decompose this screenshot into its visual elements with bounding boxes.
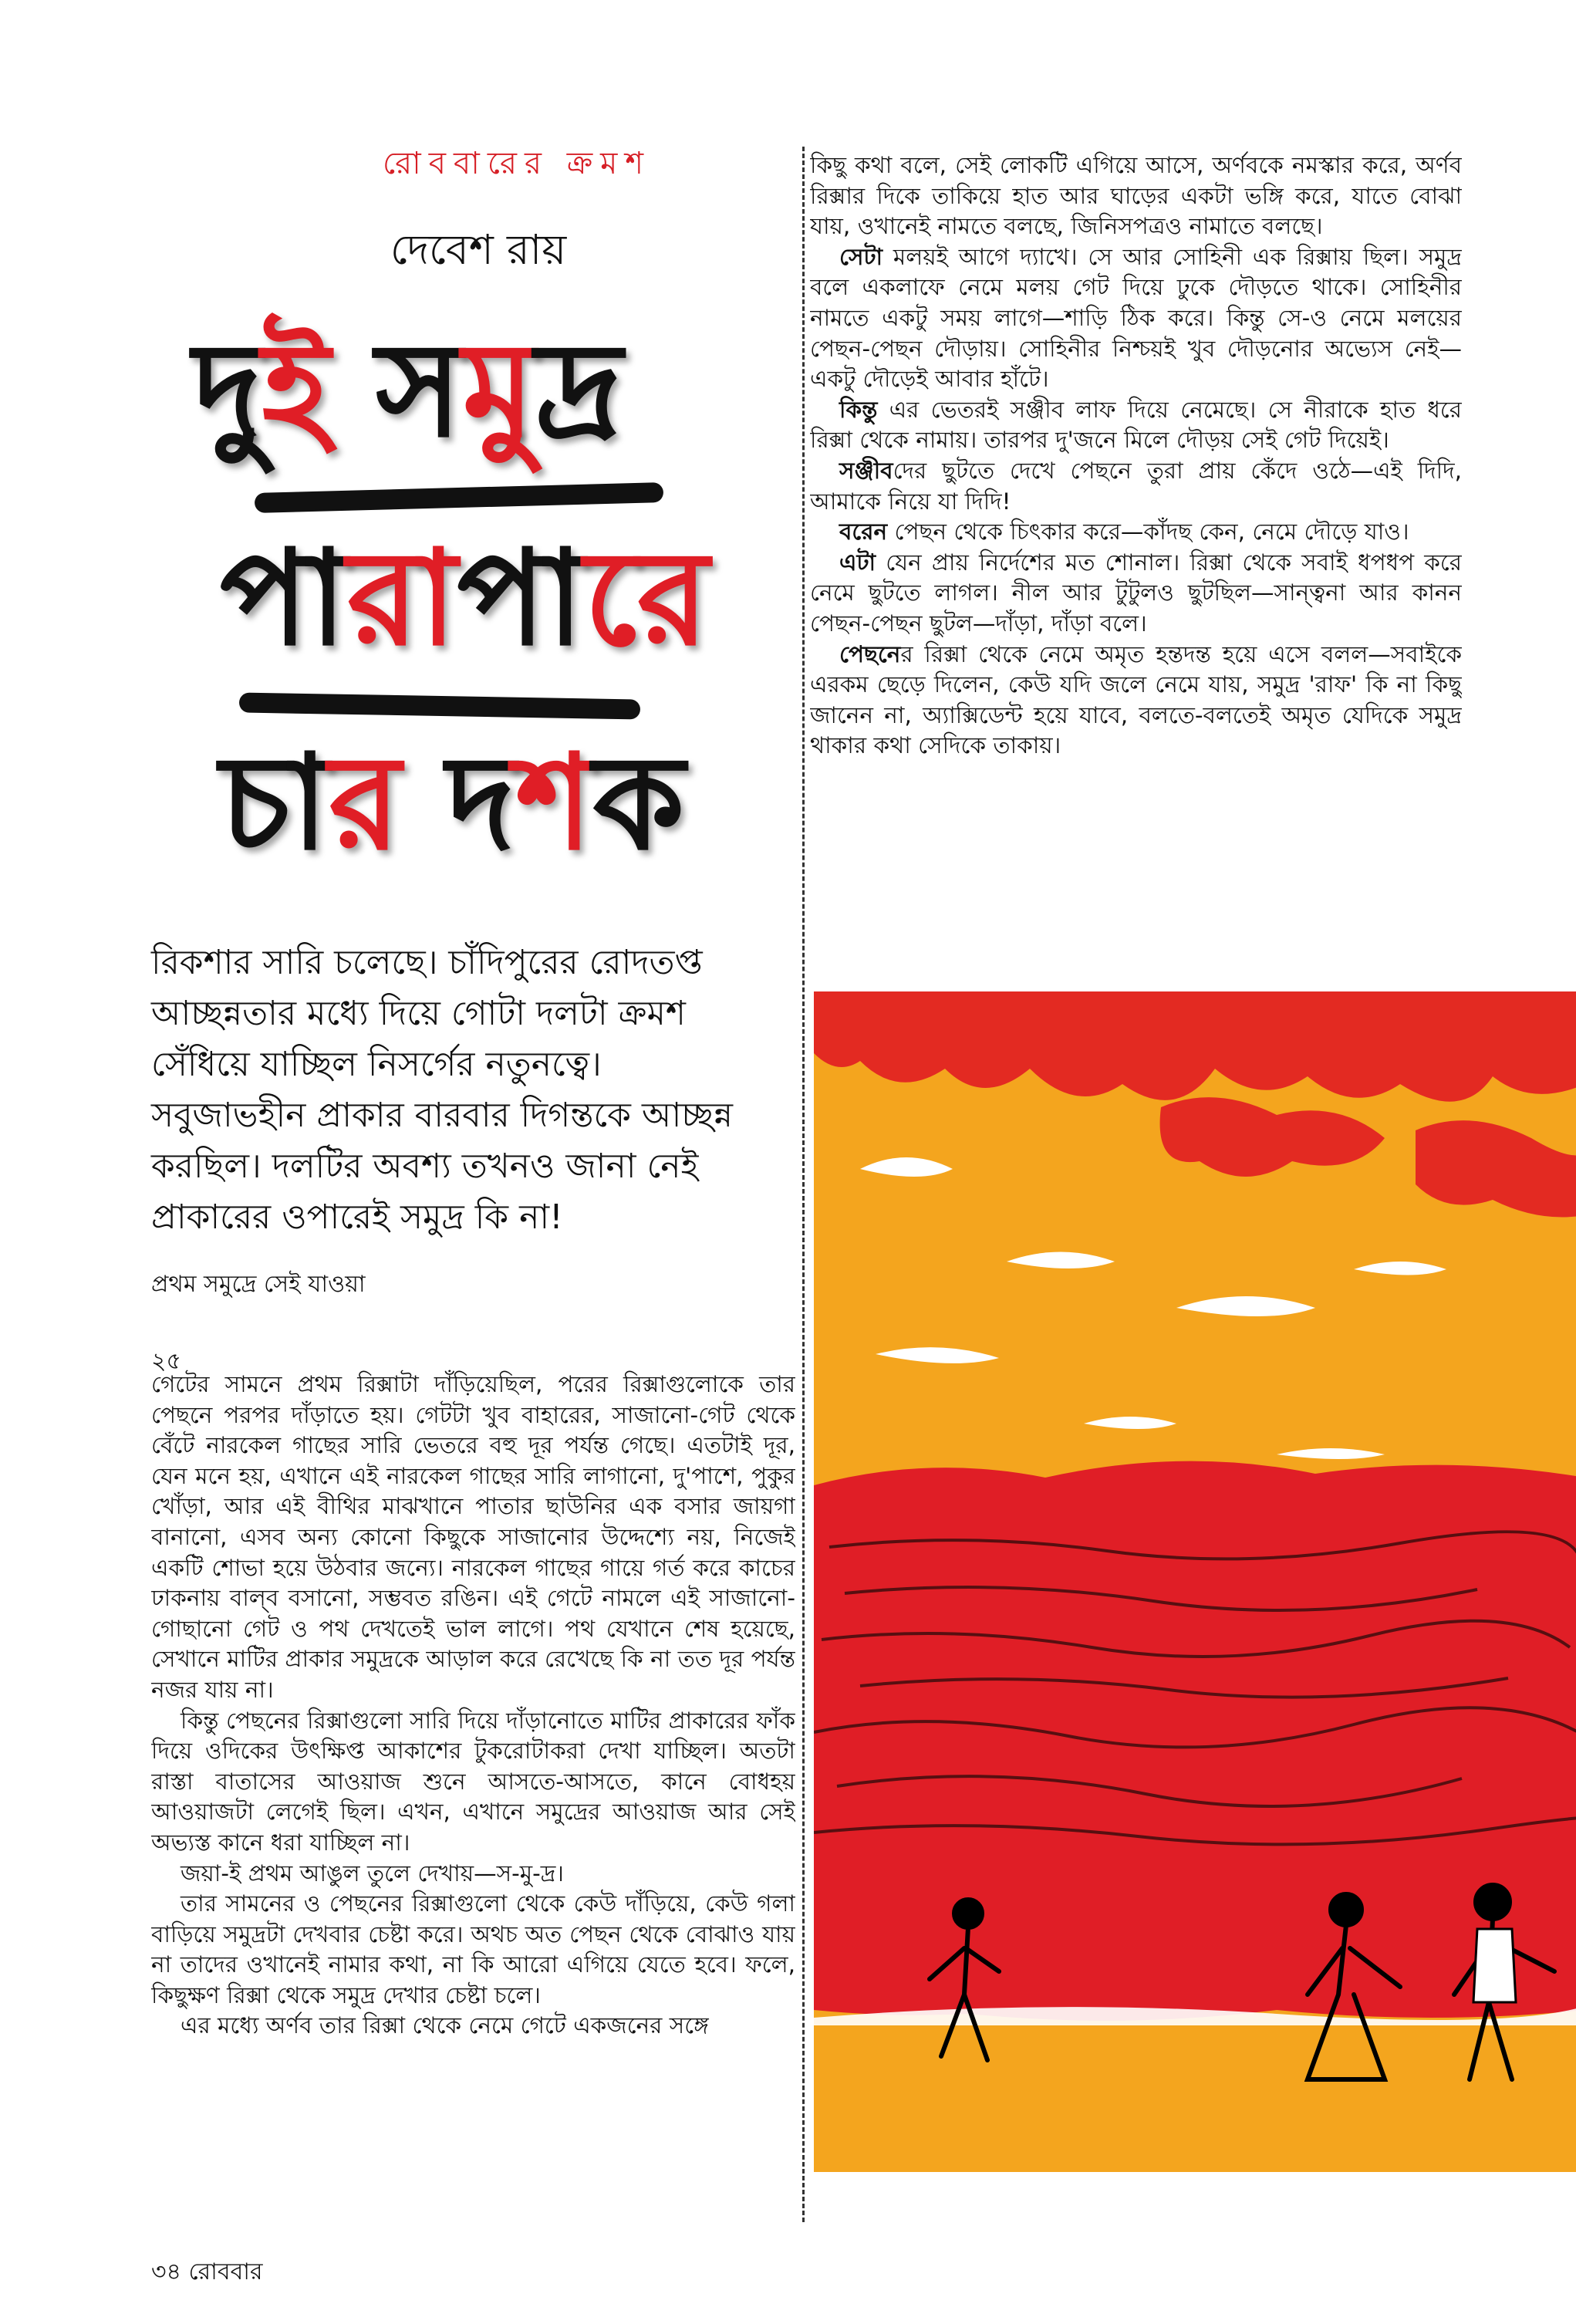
body-paragraph: কিন্তু পেছনের রিক্সাগুলো সারি দিয়ে দাঁড়ানোতে মাটির প্রাকারের ফাঁক দিয়ে ওদিকের উৎক্ষিপ্ত আকাশের টুকরোটাকরা দেখা যাচ্ছিল। অতটা রাস্তা বাতাসের আওয়াজ শুনে আসতে-আসতে, কানে বোধহয় আওয়াজটা লেগেই ছিল। এখন, এখানে সমুদ্রের আওয়াজ আর সেই অভ্যস্ত কানে ধরা যাচ্ছিল না।	[151, 1707, 795, 1856]
body-paragraph: পেছনের রিক্সা থেকে নেমে অমৃত হন্তদন্ত হয়ে এসে বলল—সবাইকে এরকম ছেড়ে দিলেন, কেউ যদি জলে নেমে যায়, সমুদ্র 'রাফ' কি না কিছু জানেন না, অ্যাক্সিডেন্ট হয়ে যাবে, বলতে-বলতেই অমৃত যেদিকে সমুদ্র থাকার কথা সেদিকে তাকায়।	[810, 640, 1462, 759]
body-paragraph: বরেন পেছন থেকে চিৎকার করে—কাঁদছ কেন, নেমে দৌড়ে যাও।	[839, 519, 1409, 546]
title-line-2: পারাপারে	[220, 521, 710, 675]
body-paragraph: এটা যেন প্রায় নির্দেশের মত শোনাল। রিক্সা থেকে সবাই ধপধপ করে নেমে ছুটতে লাগল। নীল আর টুটুলও ছুটছিল—সান্ত্বনা আর কানন পেছন-পেছন ছুটল—দাঁড়া, দাঁড়া বলে।	[810, 549, 1462, 637]
body-paragraph: এর মধ্যে অর্ণব তার রিক্সা থেকে নেমে গেটে একজনের সঙ্গে	[181, 2012, 709, 2039]
series-kicker: রোববারের ক্রমশ	[382, 146, 652, 181]
page-folio: ৩৪ রোববার	[151, 2258, 263, 2285]
body-paragraph: কিছু কথা বলে, সেই লোকটি এগিয়ে আসে, অর্ণবকে নমস্কার করে, অর্ণব রিক্সার দিকে তাকিয়ে হাত আর ঘাড়ের একটা ভঙ্গি করে, যাতে বোঝা যায়, ওখানেই নামতে বলছে, জিনিসপত্রও নামাতে বলছে।	[810, 152, 1462, 240]
brush-stroke	[239, 692, 640, 719]
body-column-right	[810, 150, 1462, 991]
chapter-number: ২৫	[151, 1348, 181, 1375]
body-paragraph: তার সামনের ও পেছনের রিক্সাগুলো থেকে কেউ দাঁড়িয়ে, কেউ গলা বাড়িয়ে সমুদ্রটা দেখবার চেষ্টা করে। অথচ অত পেছন থেকে বোঝাও যায় না তাদের ওখানেই নামার কথা, না কি আরো এগিয়ে যেতে হবে। ফলে, কিছুক্ষণ রিক্সা থেকে সমুদ্র দেখার চেষ্টা চলে।	[151, 1890, 795, 2008]
title-line-3: চার দশক	[220, 725, 685, 880]
column-divider	[802, 147, 805, 2222]
brush-stroke	[255, 482, 663, 513]
body-column-left	[151, 1370, 795, 2234]
title-line-1: দুই সমুদ্র	[193, 312, 623, 467]
section-subhead: প্রথম সমুদ্রে সেই যাওয়া	[151, 1271, 366, 1298]
lede-paragraph: রিকশার সারি চলেছে। চাঁদিপুরের রোদতপ্ত আচ্ছন্নতার মধ্যে দিয়ে গোটা দলটা ক্রমশ সেঁধিয়ে যাচ্ছিল নিসর্গের নতুনত্বে। সবুজাভহীন প্রাকার বারবার দিগন্তকে আচ্ছন্ন করছিল। দলটির অবশ্য তখনও জানা নেই প্রাকারের ওপারেই সমুদ্র কি না!	[151, 943, 734, 1237]
author-name: দেবেশ রায়	[390, 225, 567, 274]
body-paragraph: সেটা মলয়ই আগে দ্যাখে। সে আর সোহিনী এক রিক্সায় ছিল। সমুদ্র বলে একলাফে নেমে মলয় গেট দিয়ে ঢুকে দৌড়তে থাকে। সোহিনীর নামতে একটু সময় লাগে—শাড়ি ঠিক করে। কিন্তু সে-ও নেমে মলয়ের পেছন-পেছন দৌড়ায়। সোহিনীর নিশ্চয়ই খুব দৌড়নোর অভ্যেস নেই—একটু দৌড়েই আবার হাঁটে।	[810, 243, 1462, 393]
body-paragraph: কিন্তু এর ভেতরই সঞ্জীব লাফ দিয়ে নেমেছে। সে নীরাকে হাত ধরে রিক্সা থেকে নামায়। তারপর দু'জনে মিলে দৌড়য় সেই গেট দিয়েই।	[810, 396, 1462, 454]
beach-illustration	[814, 991, 1576, 2172]
body-paragraph: গেটের সামনে প্রথম রিক্সাটা দাঁড়িয়েছিল, পরের রিক্সাগুলোকে তার পেছনে পরপর দাঁড়াতে হয়। গেটটা খুব বাহারের, সাজানো-গেট থেকে বেঁটে নারকেল গাছের সারি ভেতরে বহু দূর পর্যন্ত গেছে। এতটাই দূর, যেন মনে হয়, এখানে এই নারকেল গাছের সারি লাগানো, দু'পাশে, পুকুর খোঁড়া, আর এই বীথির মাঝখানে পাতার ছাউনির এক বসার জায়গা বানানো, এসব অন্য কোনো কিছুকে সাজানোর উদ্দেশ্যে নয়, নিজেই একটি শোভা হয়ে উঠবার জন্যে। নারকেল গাছের গায়ে গর্ত করে কাচের ঢাকনায় বাল্‌ব বসানো, সম্ভবত রঙিন। এই গেটে নামলে এই সাজানো-গোছানো গেট ও পথ দেখতেই ভাল লাগে। পথ যেখানে শেষ হয়েছে, সেখানে মাটির প্রাকার সমুদ্রকে আড়াল করে রেখেছে কি না তত দূর পর্যন্ত নজর যায় না।	[151, 1371, 795, 1703]
body-paragraph: সঞ্জীবদের ছুটতে দেখে পেছনে তুরা প্রায় কেঁদে ওঠে—এই দিদি, আমাকে নিয়ে যা দিদি!	[810, 457, 1462, 515]
body-paragraph: জয়া-ই প্রথম আঙুল তুলে দেখায়—স-মু-দ্র।	[181, 1860, 564, 1887]
